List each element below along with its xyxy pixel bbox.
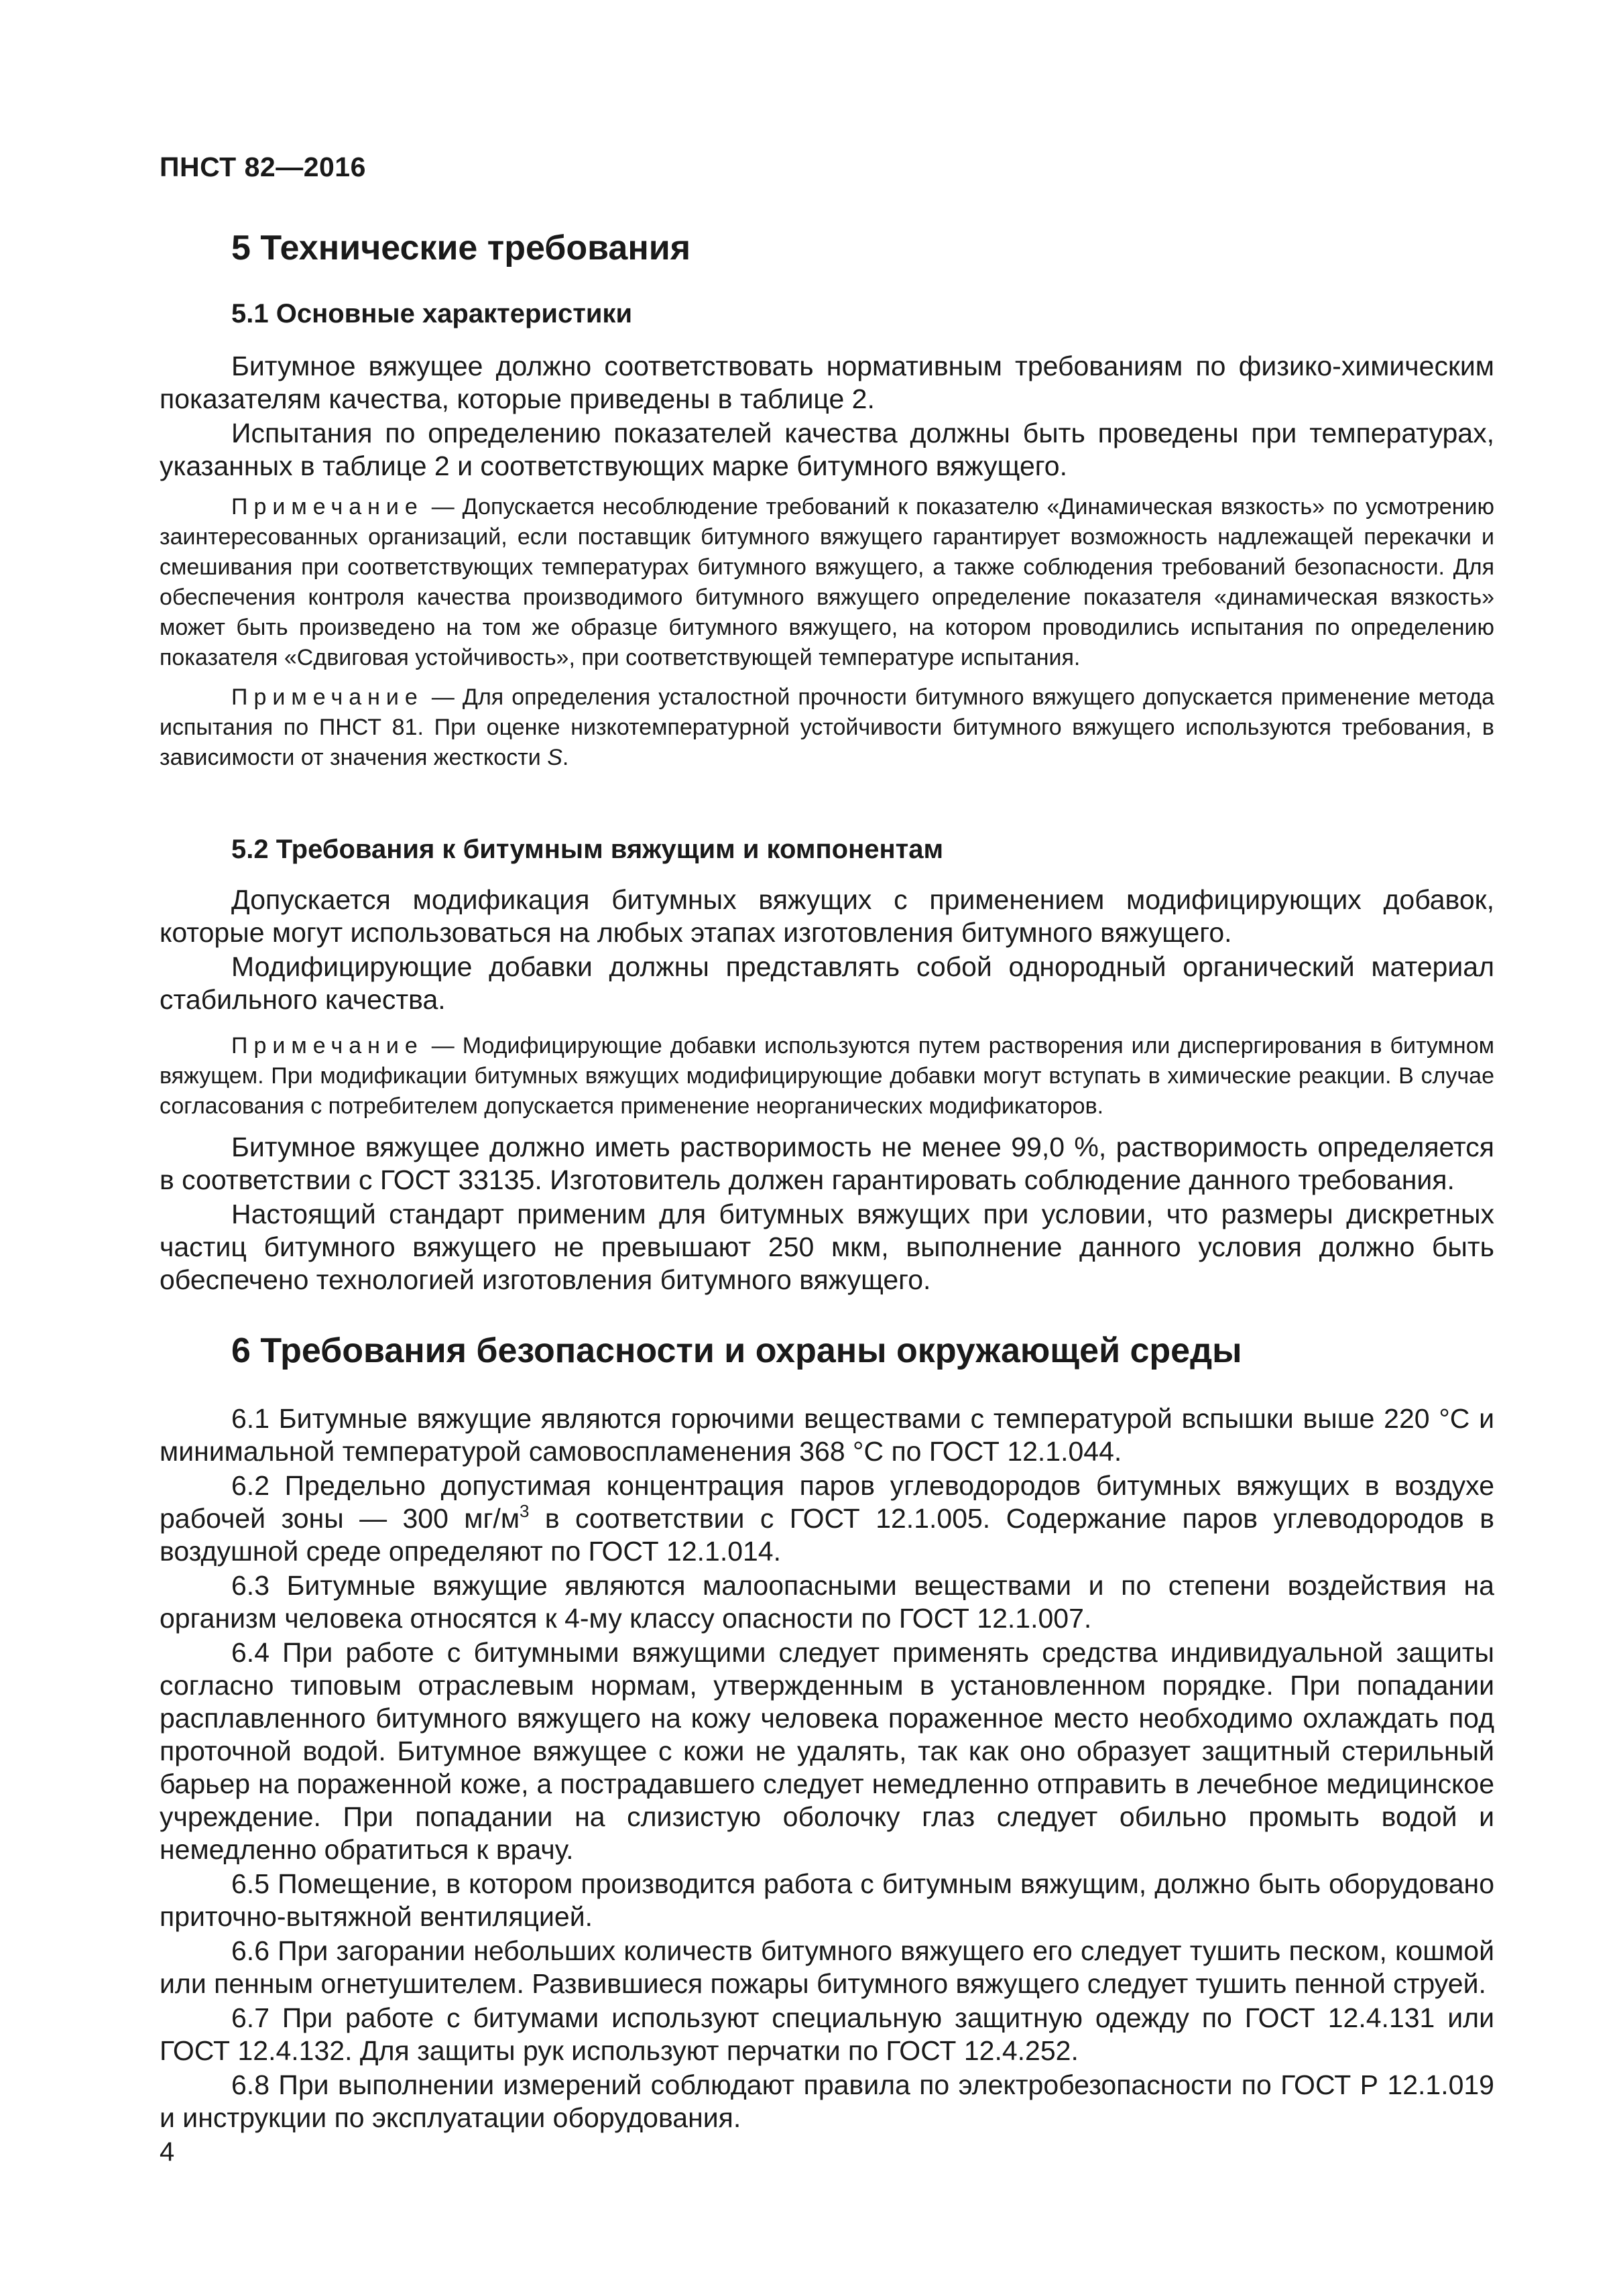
paragraph-6-5: 6.5 Помещение, в котором производится работа с битумным вяжущим, должно быть оборудовано приточно-вытяжной вентиляцией. [160,1868,1494,1932]
section-5-1-body [160,350,1494,773]
note [160,682,1494,773]
paragraph-6-2-text: 6.2 Предельно допустимая концентрация паров углеводородов битумных вяжущих в воздухе рабочей зоны — 300 мг/м [160,1470,1494,1534]
paragraph-6-6: 6.6 При загорании небольших количеств битумного вяжущего его следует тушить песком, кошмой или пенным огнетушителем. Развившиеся пожары битумного вяжущего следует тушить пенной струей. [160,1935,1494,1999]
note-label: Примечание [231,494,424,520]
section-6-heading: 6 Требования безопасности и охраны окружающей среды [231,1331,1242,1370]
subsection-5-2-heading: 5.2 Требования к битумным вяжущим и компонентам [231,835,944,864]
paragraph-6-2 [160,1469,1494,1568]
paragraph: Битумное вяжущее должно иметь растворимость не менее 99,0 %, растворимость определяется в соответствии с ГОСТ 33135. Изготовитель должен гарантировать соблюдение данного требования. [160,1132,1494,1195]
note-end: . [562,745,569,770]
paragraph-6-8: 6.8 При выполнении измерений соблюдают правила по электробезопасности по ГОСТ Р 12.1.019 и инструкции по эксплуатации оборудования. [160,2069,1494,2133]
superscript: 3 [520,1501,530,1521]
subsection-5-1-heading: 5.1 Основные характеристики [231,299,633,328]
standard-code: ПНСТ 82—2016 [160,152,366,182]
paragraph-6-1: 6.1 Битумные вяжущие являются горючими веществами с температурой вспышки выше 220 °С и минимальной температурой самовоспламенения 368 °С по ГОСТ 12.1.044. [160,1403,1494,1467]
paragraph: Модифицирующие добавки должны представлять собой однородный органический материал стабильного качества. [160,951,1494,1015]
note [160,1031,1494,1122]
note-text: — Допускается несоблюдение требований к показателю «Динамическая вязкость» по усмотрению заинтересованных организаций, если поставщик битумного вяжущего гарантирует возможность надлежащей перекачки и смешивания при соответствующих температурах битумного вяжущего, а также соблюдения требований безопасности. Для обеспечения контроля качества производимого битумного вяжущего определение показателя «динамическая вязкость» может быть произведено на том же образце битумного вяжущего, на котором проводились испытания по определению показателя «Сдвиговая устойчивость», при соответствующей температуре испытания. [160,494,1494,670]
note-label: Примечание [231,1033,424,1059]
section-5-heading: 5 Технические требования [231,229,691,267]
paragraph: Испытания по определению показателей качества должны быть проведены при температурах, указанных в таблице 2 и соответствующих марке битумного вяжущего. [160,418,1494,481]
note [160,492,1494,673]
section-6-body [160,1402,1494,2136]
page-number: 4 [160,2137,175,2167]
stiffness-symbol: S [547,745,562,770]
paragraph: Битумное вяжущее должно соответствовать нормативным требованиям по физико-химическим показателям качества, которые приведены в таблице 2. [160,351,1494,414]
note-text: — Для определения усталостной прочности битумного вяжущего допускается применение метода испытания по ПНСТ 81. При оценке низкотемпературной устойчивости битумного вяжущего используются требования, в зависимости от значения жесткости [160,684,1494,770]
paragraph-6-2-text-end: в соответствии с ГОСТ 12.1.005. Содержание паров углеводородов в воздушной среде определяют по ГОСТ 12.1.014. [160,1503,1494,1567]
note-text: — Модифицирующие добавки используются путем растворения или диспергирования в битумном вяжущем. При модификации битумных вяжущих модифицирующие добавки могут вступать в химические реакции. В случае согласования с потребителем допускается применение неорганических модификаторов. [160,1033,1494,1119]
paragraph: Допускается модификация битумных вяжущих с применением модифицирующих добавок, которые могут использоваться на любых этапах изготовления битумного вяжущего. [160,884,1494,948]
paragraph-6-3: 6.3 Битумные вяжущие являются малоопасными веществами и по степени воздействия на организм человека относятся к 4-му классу опасности по ГОСТ 12.1.007. [160,1570,1494,1634]
paragraph-6-4: 6.4 При работе с битумными вяжущими следует применять средства индивидуальной защиты согласно типовым отраслевым нормам, утвержденным в установленном порядке. При попадании расплавленного битумного вяжущего на кожу человека пораженное место необходимо охлаждать под проточной водой. Битумное вяжущее с кожи не удалять, так как оно образует защитный стерильный барьер на пораженной коже, а пострадавшего следует немедленно отправить в лечебное медицинское учреждение. При попадании на слизистую оболочку глаз следует обильно промыть водой и немедленно обратиться к врачу. [160,1637,1494,1865]
section-5-2-body [160,884,1494,1298]
paragraph-6-7: 6.7 При работе с битумами используют специальную защитную одежду по ГОСТ 12.4.131 или ГОСТ 12.4.132. Для защиты рук используют перчатки по ГОСТ 12.4.252. [160,2002,1494,2066]
note-label: Примечание [231,684,424,710]
paragraph: Настоящий стандарт применим для битумных вяжущих при условии, что размеры дискретных частиц битумного вяжущего не превышают 250 мкм, выполнение данного условия должно быть обеспечено технологией изготовления битумного вяжущего. [160,1199,1494,1295]
